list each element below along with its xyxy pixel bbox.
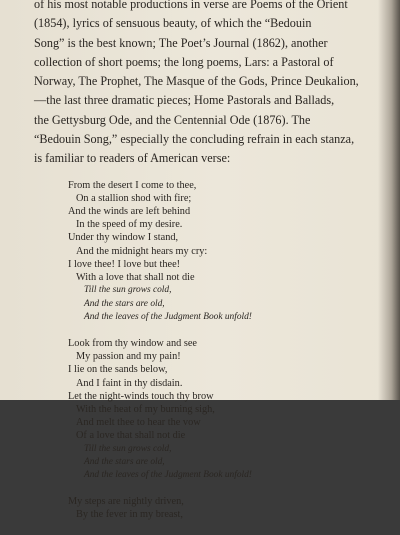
poem-refrain-line: And the leaves of the Judgment Book unfold! — [84, 469, 252, 480]
poem-refrain-line: Till the sun grows cold, — [84, 443, 172, 454]
poem-refrain-line: And the stars are old, — [84, 298, 165, 309]
poem-line: With the heat of my burning sigh, — [76, 403, 215, 415]
poem-bedouin-song — [34, 179, 379, 522]
poem-line: In the speed of my desire. — [76, 219, 183, 231]
poem-line: Of a love that shall not die — [76, 430, 186, 442]
poem-line: With a love that shall not die — [76, 272, 195, 284]
poem-line: From the desert I come to thee, — [68, 179, 197, 191]
poem-line: I lie on the sands below, — [68, 364, 168, 376]
prose-line: of his most notable productions in verse are Poems of the Orient — [34, 0, 348, 11]
prose-line: is familiar to readers of American verse: — [34, 151, 231, 166]
poem-line: And the winds are left behind — [68, 206, 191, 218]
poem-stanza-1 — [68, 179, 379, 324]
poem-refrain-line: Till the sun grows cold, — [84, 285, 172, 296]
poem-stanza-3 — [68, 495, 379, 521]
poem-line: Under thy window I stand, — [68, 232, 179, 244]
page-gutter-shadow — [378, 0, 400, 400]
poem-line: And I faint in thy disdain. — [76, 377, 183, 389]
prose-line: the Gettysburg Ode, and the Centennial Ode (1876). The — [34, 112, 311, 127]
poem-line: Look from thy window and see — [68, 337, 197, 349]
poem-line: I love thee! I love but thee! — [68, 258, 181, 270]
poem-stanza-2 — [68, 337, 379, 482]
page-content — [34, 0, 379, 535]
prose-line: (1854), lyrics of sensuous beauty, of which the “Bedouin — [34, 16, 312, 31]
poem-refrain-line: And the leaves of the Judgment Book unfold! — [84, 311, 252, 322]
poem-line: My passion and my pain! — [76, 351, 181, 363]
poem-line: And melt thee to hear the vow — [76, 417, 201, 429]
poem-line: By the fever in my breast, — [76, 509, 183, 521]
poem-line: My steps are nightly driven, — [68, 496, 184, 508]
poem-line: Let the night-winds touch thy brow — [68, 390, 214, 402]
prose-line: Norway, The Prophet, The Masque of the Gods, Prince Deukalion, — [34, 74, 359, 89]
poem-refrain-line: And the stars are old, — [84, 456, 165, 467]
poem-line: And the midnight hears my cry: — [76, 245, 208, 257]
prose-line: —the last three dramatic pieces; Home Pastorals and Ballads, — [34, 93, 335, 108]
prose-line: “Bedouin Song,” especially the concluding refrain in each stanza, — [34, 132, 355, 147]
prose-line: Song” is the best known; The Poet’s Journal (1862), another — [34, 35, 328, 50]
poem-line: On a stallion shod with fire; — [76, 192, 192, 204]
prose-paragraph — [34, 0, 379, 169]
prose-line: collection of short poems; the long poems, Lars: a Pastoral of — [34, 54, 334, 69]
